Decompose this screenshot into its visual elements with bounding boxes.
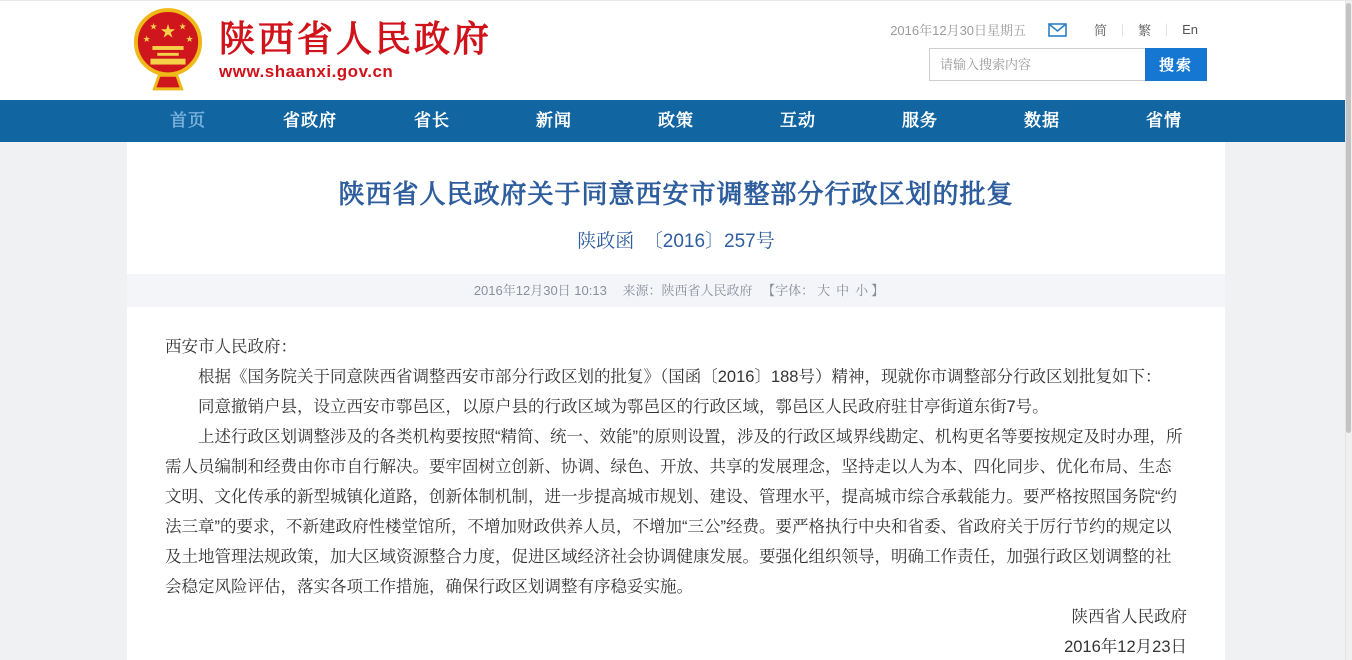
font-size-medium[interactable]: 中 — [836, 283, 850, 298]
site-header — [0, 1, 1352, 100]
article-container — [127, 142, 1225, 660]
search-bar — [929, 48, 1207, 81]
current-date: 2016年12月30日星期五 — [890, 23, 1027, 38]
nav-item-services[interactable]: 服务 — [902, 111, 938, 130]
document-number: 陕政函 〔2016〕257号 — [577, 231, 775, 252]
scrollbar-track[interactable] — [1345, 1, 1352, 660]
nav-item-interaction[interactable]: 互动 — [780, 111, 816, 130]
article-title: 陕西省人民政府关于同意西安市调整部分行政区划的批复 — [338, 179, 1014, 209]
paragraph-basis: 根据《国务院关于同意陕西省调整西安市部分行政区划的批复》（国函〔2016〕188号）精神，现就你市调整部分行政区划批复如下： — [198, 368, 1162, 386]
nav-item-governor[interactable]: 省长 — [414, 111, 450, 130]
signature-date: 2016年12月23日 — [1064, 638, 1187, 656]
paragraph-salutation: 西安市人民政府： — [165, 338, 297, 356]
article-body — [127, 307, 1225, 660]
nav-item-provincial-government[interactable]: 省政府 — [283, 111, 337, 130]
svg-text:★: ★ — [185, 34, 194, 45]
main-area — [0, 142, 1352, 660]
lang-separator: ｜ — [1160, 23, 1174, 38]
site-url: www.shaanxi.gov.cn — [219, 62, 394, 82]
mail-icon[interactable] — [1048, 23, 1067, 37]
svg-text:★: ★ — [159, 20, 177, 42]
national-emblem-icon — [131, 5, 205, 96]
svg-text:★: ★ — [178, 21, 187, 32]
scrollbar-thumb[interactable] — [1346, 3, 1351, 433]
site-logo[interactable] — [127, 5, 492, 96]
main-nav — [0, 100, 1352, 142]
lang-traditional[interactable]: 繁 — [1138, 23, 1152, 38]
font-size-small[interactable]: 小 — [855, 283, 869, 298]
article-meta-bar — [127, 274, 1225, 307]
paragraph-approval: 同意撤销户县，设立西安市鄠邑区，以原户县的行政区域为鄠邑区的行政区域，鄠邑区人民政府驻甘亭街道东街7号。 — [198, 398, 1049, 416]
site-title: 陕西省人民政府 — [219, 17, 493, 59]
font-size-label: 【字体： — [762, 283, 815, 298]
nav-item-province-profile[interactable]: 省情 — [1146, 111, 1182, 130]
lang-english[interactable]: En — [1182, 22, 1198, 37]
nav-item-news[interactable]: 新闻 — [536, 111, 572, 130]
svg-text:★: ★ — [142, 34, 151, 45]
font-size-label-end: 】 — [871, 283, 885, 298]
paragraph-requirements: 上述行政区划调整涉及的各类机构要按照“精简、统一、效能”的原则设置，涉及的行政区域界线勘定、机构更名等要按规定及时办理，所需人员编制和经费由你市自行解决。要牢固树立创新、协调、绿色、开放、共享的发展理念，坚持走以人为本、四化同步、优化布局、生态文明、文化传承的新型城镇化道路，创新体制机制，进一步提高城市规划、建设、管理水平，提高城市综合承载能力。要严格按照国务院“约法三章”的要求，不新建政府性楼堂馆所，不增加财政供养人员，不增加“三公”经费。要严格执行中央和省委、省政府关于厉行节约的规定以及土地管理法规政策，加大区域资源整合力度，促进区域经济社会协调健康发展。要强化组织领导，明确工作责任，加强行政区划调整的社会稳定风险评估，落实各项工作措施，确保行政区划调整有序稳妥实施。 — [165, 428, 1183, 596]
font-size-large[interactable]: 大 — [817, 283, 831, 298]
nav-item-home[interactable]: 首页 — [170, 111, 206, 130]
lang-simplified[interactable]: 简 — [1094, 23, 1108, 38]
lang-separator: ｜ — [1116, 23, 1130, 38]
signature: 陕西省人民政府 — [1071, 608, 1187, 626]
search-button[interactable]: 搜索 — [1145, 48, 1207, 81]
nav-item-data[interactable]: 数据 — [1024, 111, 1060, 130]
search-input[interactable] — [929, 48, 1145, 81]
nav-item-policy[interactable]: 政策 — [658, 111, 694, 130]
article-source: 来源：陕西省人民政府 — [622, 283, 753, 298]
publish-datetime: 2016年12月30日 10:13 — [473, 283, 607, 298]
svg-text:★: ★ — [149, 21, 158, 32]
